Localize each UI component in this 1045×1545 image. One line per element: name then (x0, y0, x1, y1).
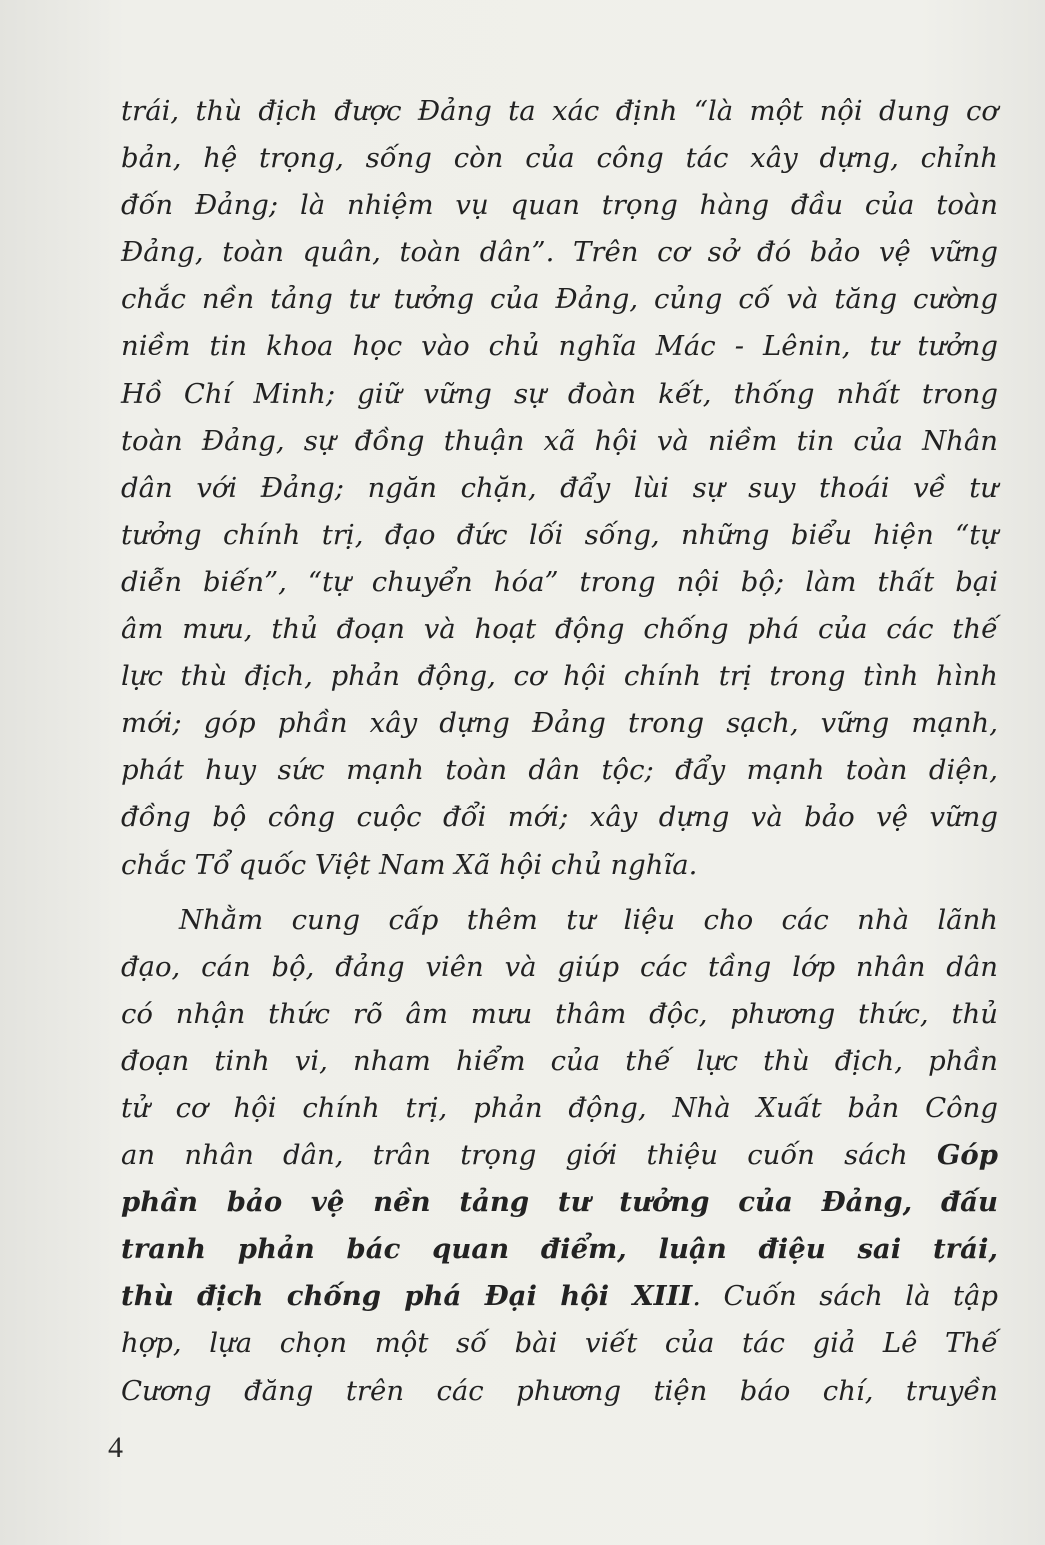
paragraph-2 (121, 897, 998, 1415)
book-title-text: thù địch chống phá Đại hội XIII (121, 1280, 693, 1313)
text-line: trái, thù địch được Đảng ta xác định “là một nội dung cơ (121, 95, 998, 127)
text-line: đạo, cán bộ, đảng viên và giúp các tầng lớp nhân dân (121, 950, 998, 983)
page-number: 4 (108, 1431, 123, 1464)
text-line: bản, hệ trọng, sống còn của công tác xây dựng, chỉnh (121, 142, 998, 175)
text-line: Nhằm cung cấp thêm tư liệu cho các nhà lãnh (179, 903, 998, 936)
text-run: an nhân dân, trân trọng giới thiệu cuốn sách (121, 1139, 908, 1172)
text-line: lực thù địch, phản động, cơ hội chính trị trong tình hình (121, 660, 998, 693)
text-line: tưởng chính trị, đạo đức lối sống, những biểu hiện “tự (121, 518, 998, 551)
text-line: diễn biến”, “tự chuyển hóa” trong nội bộ; làm thất bại (121, 565, 998, 598)
text-line: niềm tin khoa học vào chủ nghĩa Mác - Lênin, tư tưởng (121, 330, 998, 363)
text-line: phát huy sức mạnh toàn dân tộc; đẩy mạnh toàn diện, (121, 754, 998, 787)
text-line: có nhận thức rõ âm mưu thâm độc, phương thức, thủ (121, 997, 998, 1030)
text-line: Hồ Chí Minh; giữ vững sự đoàn kết, thống nhất trong (121, 377, 998, 410)
text-line: âm mưu, thủ đoạn và hoạt động chống phá của các thế (121, 613, 998, 646)
text-line: đoạn tinh vi, nham hiểm của thế lực thù địch, phần (121, 1044, 998, 1077)
text-line: Đảng, toàn quân, toàn dân”. Trên cơ sở đó bảo vệ vững (121, 236, 998, 269)
text-line: tử cơ hội chính trị, phản động, Nhà Xuất bản Công (121, 1091, 998, 1124)
paragraph-1 (121, 88, 998, 889)
body-text (121, 88, 998, 1415)
text-line (121, 1132, 998, 1179)
book-title-text: Góp (936, 1139, 998, 1172)
text-run: . Cuốn sách là tập (692, 1280, 999, 1313)
book-title-text: tranh phản bác quan điểm, luận điệu sai trái, (121, 1233, 998, 1266)
text-line: đồng bộ công cuộc đổi mới; xây dựng và bảo vệ vững (121, 801, 998, 834)
text-line: đốn Đảng; là nhiệm vụ quan trọng hàng đầu của toàn (121, 189, 998, 222)
text-line: toàn Đảng, sự đồng thuận xã hội và niềm tin của Nhân (121, 424, 998, 457)
text-line: mới; góp phần xây dựng Đảng trong sạch, vững mạnh, (121, 707, 998, 740)
text-line: dân với Đảng; ngăn chặn, đẩy lùi sự suy thoái về tư (121, 471, 998, 504)
text-line: chắc Tổ quốc Việt Nam Xã hội chủ nghĩa. (121, 848, 698, 881)
text-line: Cương đăng trên các phương tiện báo chí, truyền (121, 1374, 998, 1407)
book-title-text: phần bảo vệ nền tảng tư tưởng của Đảng, đấu (121, 1186, 998, 1219)
text-line: hợp, lựa chọn một số bài viết của tác giả Lê Thế (121, 1327, 998, 1360)
text-line (121, 1273, 998, 1320)
text-line: chắc nền tảng tư tưởng của Đảng, củng cố và tăng cường (121, 283, 998, 316)
